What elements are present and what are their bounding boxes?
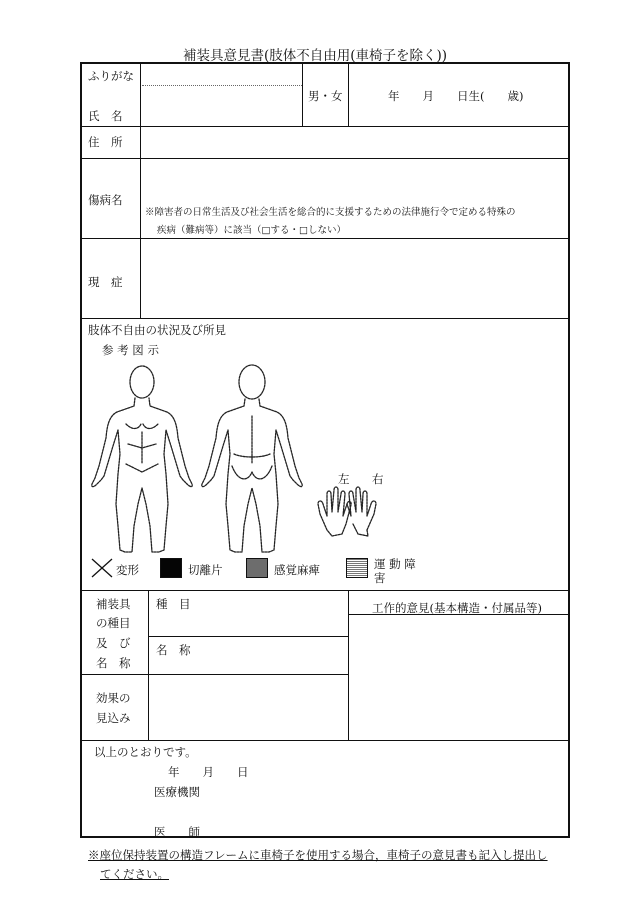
label-column-divider [140, 64, 141, 222]
legend-amputation: 切離片 [188, 563, 223, 577]
row-divider [348, 614, 568, 615]
statement-text: 以上のとおりです。 [94, 745, 197, 759]
name-field[interactable] [144, 88, 300, 124]
sex-divider-right [348, 64, 349, 126]
device-label-cont-3: 名 称 [96, 656, 131, 670]
legend-deformity: 変形 [116, 563, 139, 577]
sensory-legend-swatch [246, 558, 268, 578]
doctor-field[interactable] [210, 820, 510, 836]
medical-institution-field[interactable] [210, 782, 510, 800]
findings-label: 肢体不自由の状況及び所見 [88, 323, 226, 337]
device-type-label: 種 目 [156, 597, 191, 611]
name-label: 氏 名 [88, 109, 123, 123]
disease-label: 傷病名 [88, 193, 123, 207]
row-divider [82, 158, 568, 159]
row-divider [82, 590, 568, 591]
device-label-divider [148, 590, 149, 740]
page-title: 補装具意見書(肢体不自由用(車椅子を除く)) [182, 48, 448, 64]
bottom-note [88, 846, 578, 884]
disease-note-cont: 疾病（難病等）に該当（□する・□しない） [157, 225, 346, 236]
sex-divider-left [302, 64, 303, 126]
deformity-cross-icon [90, 557, 114, 579]
device-label: 補装具 [96, 597, 131, 611]
device-name-label: 名 称 [156, 643, 191, 657]
legend-sensory: 感覚麻痺 [274, 563, 320, 577]
amputation-legend-swatch [160, 558, 182, 578]
row-divider [82, 740, 568, 741]
row-divider [148, 636, 348, 637]
row-divider [82, 126, 568, 127]
furigana-divider [142, 85, 302, 86]
legend-motor: 運 動 障 [374, 557, 416, 571]
row-divider [82, 318, 568, 319]
left-hand-label: 左 [338, 472, 350, 486]
bottom-note-line-cont: てください。 [100, 867, 169, 881]
device-name-field[interactable] [152, 658, 344, 672]
address-field[interactable] [144, 130, 564, 154]
disease-note: ※障害者の日常生活及び社会生活を総合的に支援するための法律施行令で定める特殊の [145, 207, 516, 218]
row-divider [82, 238, 568, 239]
device-label-cont: の種目 [96, 616, 131, 630]
device-type-field[interactable] [152, 612, 344, 632]
furigana-field[interactable] [144, 68, 300, 82]
bottom-note-line: ※座位保持装置の構造フレームに車椅子を使用する場合，車椅子の意見書も記入し提出し [88, 848, 548, 862]
body-diagram[interactable] [82, 354, 382, 564]
disease-field[interactable] [144, 162, 564, 198]
date-field[interactable]: 年 月 日 [168, 765, 249, 779]
front-body-figure [92, 366, 192, 552]
motor-legend-swatch [346, 558, 368, 578]
symptom-label: 現 症 [88, 275, 123, 289]
right-hand-label: 右 [372, 472, 384, 486]
legend-motor-cont: 害 [374, 571, 386, 585]
effect-field[interactable] [152, 678, 344, 736]
back-body-figure [202, 365, 302, 552]
effect-label-cont: 見込み [96, 711, 131, 725]
doctor-label: 医 師 [154, 825, 200, 839]
symptom-field[interactable] [144, 242, 564, 314]
medical-institution-label: 医療機関 [154, 785, 200, 799]
row-divider [82, 674, 348, 675]
furigana-label: ふりがな [88, 69, 134, 83]
hands-figure [318, 487, 376, 536]
opinion-divider [348, 590, 349, 740]
address-label: 住 所 [88, 135, 123, 149]
technical-opinion-label: 工作的意見(基本構造・付属品等) [372, 601, 542, 615]
technical-opinion-field[interactable] [352, 618, 564, 736]
sex-selector[interactable]: 男・女 [308, 89, 343, 103]
birthday-field[interactable]: 年 月 日生( 歳) [388, 89, 524, 103]
assessment-form [80, 62, 570, 838]
device-label-cont-2: 及 び [96, 636, 131, 650]
reference-diagram-label: 参 考 図 示 [102, 343, 159, 357]
label-column-divider-2 [140, 222, 141, 318]
effect-label: 効果の [96, 691, 131, 705]
